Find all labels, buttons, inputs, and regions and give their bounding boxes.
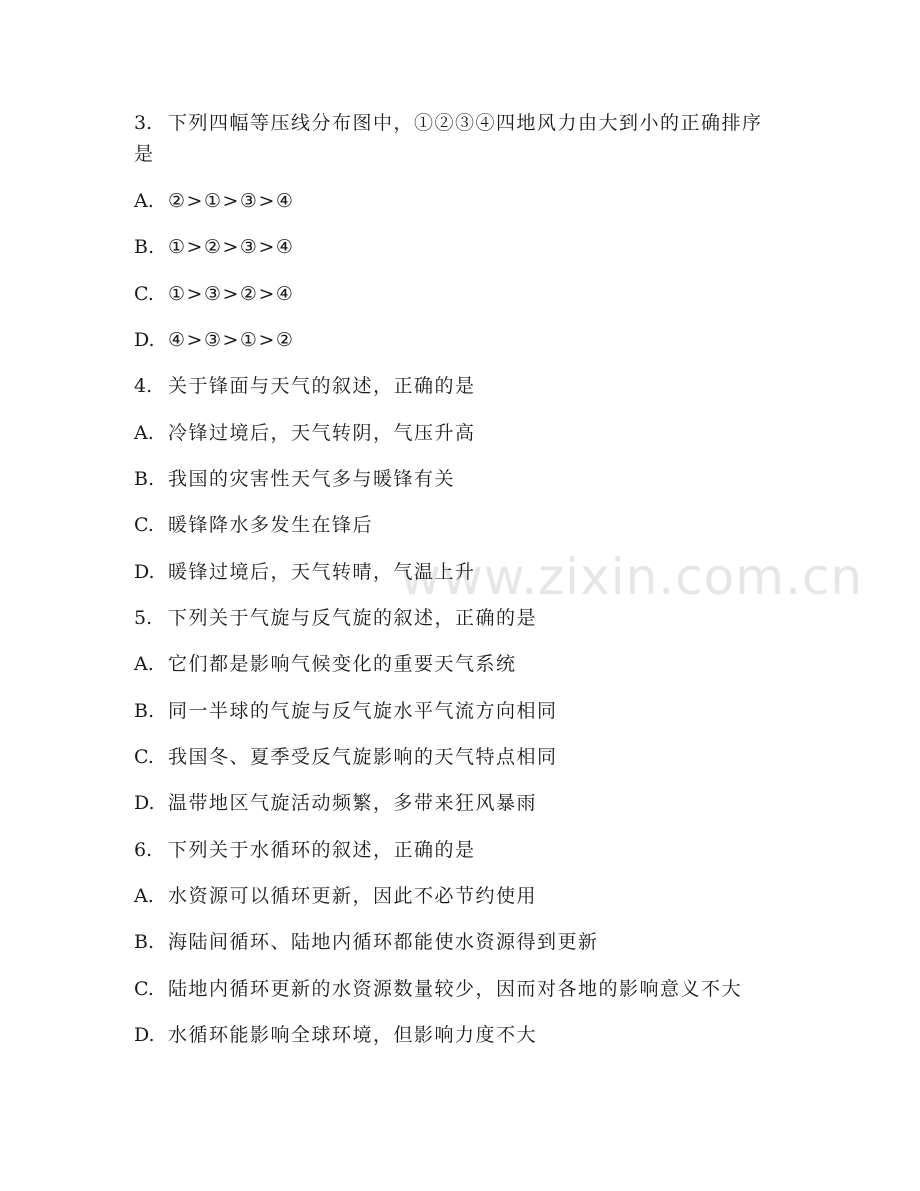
option-text: 我国的灾害性天气多与暖锋有关 <box>168 468 456 490</box>
option-letter: C. <box>134 978 154 1000</box>
question-text: 下列四幅等压线分布图中，①②③④四地风力由大到小的正确排序 <box>168 112 763 134</box>
question-4-option-c <box>134 512 373 538</box>
question-number: 6. <box>134 839 153 861</box>
question-5-option-c <box>134 744 558 770</box>
option-letter: B. <box>134 931 155 953</box>
question-5-option-a <box>134 651 517 677</box>
question-3-option-b <box>134 234 294 260</box>
option-letter: A. <box>134 653 154 675</box>
question-6-option-b <box>134 929 599 955</box>
option-text: ②>①>③>④ <box>168 190 295 212</box>
question-3-option-a <box>134 188 294 214</box>
question-6-stem <box>134 837 476 863</box>
option-text: ①>②>③>④ <box>168 236 295 258</box>
option-text: 同一半球的气旋与反气旋水平气流方向相同 <box>168 700 558 722</box>
option-text: 暖锋降水多发生在锋后 <box>168 514 374 536</box>
option-letter: B. <box>134 468 155 490</box>
option-letter: A. <box>134 190 154 212</box>
question-3-stem-continued: 是 <box>134 143 155 165</box>
question-number: 5. <box>134 607 153 629</box>
question-4-option-a <box>134 420 476 446</box>
question-4-option-d <box>134 559 476 585</box>
option-letter: B. <box>134 236 155 258</box>
question-text: 下列关于气旋与反气旋的叙述，正确的是 <box>168 607 538 629</box>
question-6-option-c <box>134 976 742 1002</box>
option-text: 冷锋过境后，天气转阴，气压升高 <box>168 422 476 444</box>
option-text: 陆地内循环更新的水资源数量较少，因而对各地的影响意义不大 <box>168 978 743 1000</box>
option-text: 温带地区气旋活动频繁，多带来狂风暴雨 <box>168 792 538 814</box>
option-text: ④>③>①>② <box>168 329 295 351</box>
option-text: 我国冬、夏季受反气旋影响的天气特点相同 <box>168 746 558 768</box>
option-letter: C. <box>134 283 154 305</box>
question-5-stem <box>134 605 537 631</box>
option-letter: C. <box>134 746 154 768</box>
option-letter: A. <box>134 885 154 907</box>
question-number: 4. <box>134 375 153 397</box>
option-letter: C. <box>134 514 154 536</box>
question-4-stem <box>134 373 476 399</box>
option-text: 它们都是影响气候变化的重要天气系统 <box>168 653 517 675</box>
option-letter: A. <box>134 422 154 444</box>
option-text: ①>③>②>④ <box>168 283 295 305</box>
option-letter: D. <box>134 329 155 351</box>
option-letter: D. <box>134 561 155 583</box>
question-6-option-d <box>134 1022 537 1048</box>
question-4-option-b <box>134 466 455 492</box>
question-5-option-d <box>134 790 537 816</box>
option-letter: D. <box>134 792 155 814</box>
option-text: 水循环能影响全球环境，但影响力度不大 <box>168 1024 538 1046</box>
option-letter: B. <box>134 700 155 722</box>
question-text: 关于锋面与天气的叙述，正确的是 <box>168 375 476 397</box>
option-text: 暖锋过境后，天气转晴，气温上升 <box>168 561 476 583</box>
question-3-option-c <box>134 281 294 307</box>
question-5-option-b <box>134 698 558 724</box>
question-text: 下列关于水循环的叙述，正确的是 <box>168 839 476 861</box>
question-3-stem <box>134 110 763 136</box>
question-number: 3. <box>134 112 153 134</box>
watermark: www.zixin.com.cn <box>400 548 864 606</box>
option-text: 水资源可以循环更新，因此不必节约使用 <box>168 885 538 907</box>
option-letter: D. <box>134 1024 155 1046</box>
question-6-option-a <box>134 883 537 909</box>
question-3-option-d <box>134 327 294 353</box>
option-text: 海陆间循环、陆地内循环都能使水资源得到更新 <box>168 931 599 953</box>
